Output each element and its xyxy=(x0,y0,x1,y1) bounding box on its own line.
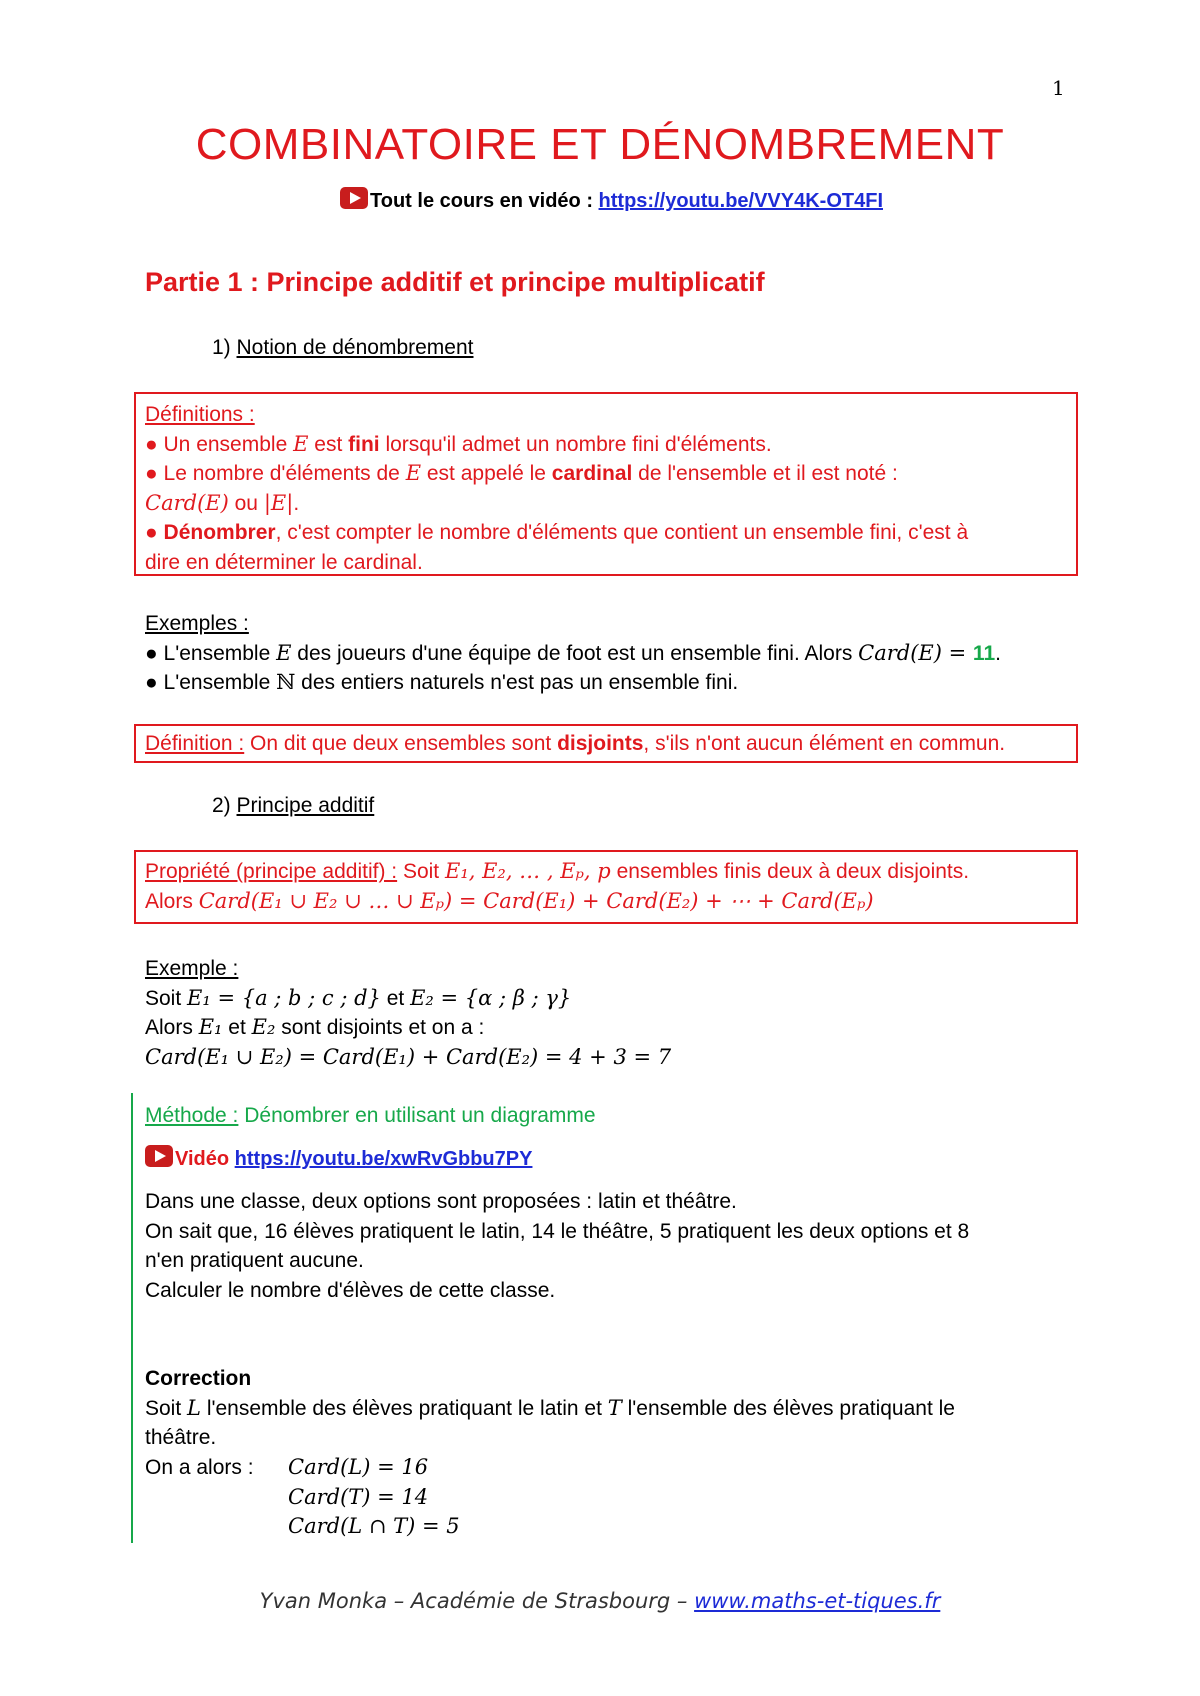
exemple-line-1: Soit E₁ = {a ; b ; c ; d} et E₂ = {α ; β ; γ} xyxy=(145,985,572,1010)
exemple-block xyxy=(145,954,671,1072)
exemple-heading: Exemple : xyxy=(145,957,239,980)
correction-line-1: Soit L l'ensemble des élèves pratiquant le latin et T l'ensemble des élèves pratiquant le xyxy=(145,1395,955,1420)
footer xyxy=(0,1589,1200,1613)
exemple-line-2: Alors E₁ et E₂ sont disjoints et on a : xyxy=(145,1015,485,1039)
definitions-line-5: dire en déterminer le cardinal. xyxy=(145,550,423,574)
methode-sidebar xyxy=(131,1093,133,1543)
eq-card-t: Card(T) = 14 xyxy=(288,1484,429,1509)
video-intro xyxy=(340,187,883,213)
methode-statement xyxy=(145,1187,969,1305)
propriete-content xyxy=(145,857,969,916)
exemple-line-3: Card(E₁ ∪ E₂) = Card(E₁) + Card(E₂) = 4 + 3 = 7 xyxy=(145,1044,672,1069)
footer-link[interactable]: www.maths-et-tiques.fr xyxy=(694,1589,941,1613)
partie1-heading: Partie 1 : Principe additif et principe multiplicatif xyxy=(145,267,765,297)
correction-heading: Correction xyxy=(145,1367,252,1390)
correction-block xyxy=(145,1364,955,1453)
page-number: 1 xyxy=(1052,76,1065,100)
propriete-line-1: Propriété (principe additif) : Soit E₁, E₂, … , Eₚ, p ensembles finis deux à deux disjoints. xyxy=(145,859,970,883)
correction-line-2: théâtre. xyxy=(145,1426,217,1449)
eq-card-intersection: Card(L ∩ T) = 5 xyxy=(288,1514,460,1538)
video-intro-link[interactable]: https://youtu.be/VVY4K-OT4FI xyxy=(598,190,883,212)
exemples-heading: Exemples : xyxy=(145,612,249,635)
youtube-play-icon[interactable] xyxy=(340,187,368,209)
section1-title: Notion de dénombrement xyxy=(236,336,474,359)
video-intro-label: Tout le cours en vidéo : xyxy=(370,190,599,212)
section1-num: 1) xyxy=(212,336,237,359)
methode-video-link[interactable]: https://youtu.be/xwRvGbbu7PY xyxy=(234,1148,533,1170)
methode-video xyxy=(145,1145,532,1171)
exemples-line-2: ● L'ensemble ℕ des entiers naturels n'est pas un ensemble fini. xyxy=(145,670,739,694)
methode-p4: Calculer le nombre d'élèves de cette classe. xyxy=(145,1278,556,1302)
footer-author: Yvan Monka – Académie de Strasbourg – xyxy=(259,1589,695,1613)
methode-p3: n'en pratiquent aucune. xyxy=(145,1249,364,1272)
correction-equations xyxy=(288,1453,460,1542)
definitions-line-4: ● Dénombrer, c'est compter le nombre d'éléments que contient un ensemble fini, c'est à xyxy=(145,521,969,544)
methode-heading: Méthode : Dénombrer en utilisant un diagramme xyxy=(145,1104,596,1127)
eq-card-l: Card(L) = 16 xyxy=(288,1455,429,1479)
methode-p2: On sait que, 16 élèves pratiquent le latin, 14 le théâtre, 5 pratiquent les deux options et 8 xyxy=(145,1219,970,1243)
section2-heading: 2) Principe additif xyxy=(212,794,375,817)
definitions-line-1: ● Un ensemble E est fini lorsqu'il admet un nombre fini d'éléments. xyxy=(145,431,772,456)
definitions-content xyxy=(145,400,968,577)
definitions-line-3: Card(E) ou |E|. xyxy=(145,490,300,515)
definitions-line-2: ● Le nombre d'éléments de E est appelé le cardinal de l'ensemble et il est noté : xyxy=(145,461,898,485)
methode-p1: Dans une classe, deux options sont proposées : latin et théâtre. xyxy=(145,1190,737,1213)
page-title: COMBINATOIRE ET DÉNOMBREMENT xyxy=(195,120,1005,169)
propriete-line-2: Alors Card(E₁ ∪ E₂ ∪ … ∪ Eₚ) = Card(E₁) + Card(E₂) + ⋯ + Card(Eₚ) xyxy=(145,888,874,913)
section1-heading xyxy=(212,333,474,363)
definition-disjoint: Définition : On dit que deux ensembles sont disjoints, s'ils n'ont aucun élément en commun. xyxy=(145,732,1006,755)
definitions-heading: Définitions : xyxy=(145,403,255,426)
exemples-line-1: ● L'ensemble E des joueurs d'une équipe de foot est un ensemble fini. Alors Card(E) = 11. xyxy=(145,640,1001,665)
methode-video-label: Vidéo xyxy=(175,1148,230,1170)
correction-label: On a alors : xyxy=(145,1456,254,1479)
youtube-play-icon[interactable] xyxy=(145,1145,173,1167)
exemples-block xyxy=(145,609,1001,698)
